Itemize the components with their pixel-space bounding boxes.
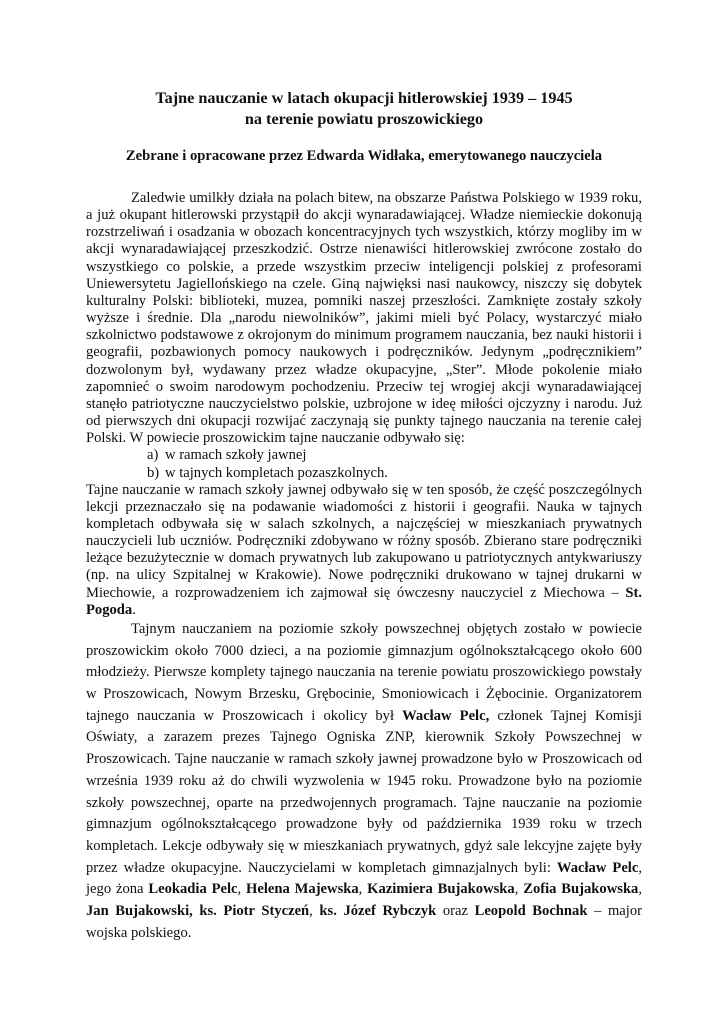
person-name: Helena Majewska bbox=[246, 881, 359, 898]
document-page bbox=[86, 88, 642, 944]
list-item-text: w ramach szkoły jawnej bbox=[165, 447, 307, 464]
person-name: Leopold Bochnak bbox=[474, 903, 588, 920]
paragraph-3-text: , jego żona bbox=[86, 859, 642, 898]
person-name: St. Pogoda bbox=[86, 584, 642, 618]
separator: , bbox=[237, 881, 247, 898]
paragraph-2-text: Tajne nauczanie w ramach szkoły jawnej odbywało się w ten sposób, że część poszczególnych lekcji przeznaczało się na podawanie wiadomości z historii i geografii. Nauka w tajnych kompletach odbywała się w salach szkolnych, a najczęściej w mieszkaniach prywatnych nauczycieli lub uczniów. Podręczniki zdobywano w różny sposób. Zbierano stare podręczniki leżące bezużytecznie w domach prywatnych lub zakupowano u patriotycznych antykwariuszy (np. na ulicy Szpitalnej w Krakowie). Nowe podręczniki drukowano w tajnej drukarni w Miechowie, a rozprowadzeniem ich zajmował się ówczesny nauczyciel z Miechowa – bbox=[86, 481, 642, 601]
person-name: ks. Józef Rybczyk bbox=[319, 903, 437, 920]
paragraph-3-text: Tajnym nauczaniem na poziomie szkoły powszechnej objętych zostało w powiecie proszowickim około 7000 dzieci, a na poziomie gimnazjum ogólnokształcącego około 600 młodzieży. Pierwsze komplety tajnego nauczania na terenie powiatu proszowickiego powstały w Proszowicach, Nowym Brzesku, Grębocinie, Smoniowicach i Żębocinie. Organizatorem tajnego nauczania w Proszowicach i okolicy był bbox=[86, 620, 642, 724]
list-marker: a) bbox=[147, 447, 159, 464]
document-title bbox=[86, 88, 642, 130]
paragraph-2 bbox=[86, 482, 642, 619]
teaching-forms-list bbox=[86, 447, 642, 481]
person-name: Wacław Pelc, bbox=[402, 707, 490, 724]
title-line-2: na terenie powiatu proszowickiego bbox=[244, 110, 484, 128]
separator: , bbox=[358, 881, 368, 898]
separator: , bbox=[309, 903, 320, 920]
document-subtitle: Zebrane i opracowane przez Edwarda Widłaka, emerytowanego nauczyciela bbox=[125, 148, 603, 164]
paragraph-3 bbox=[86, 619, 642, 945]
person-name: Zofia Bujakowska bbox=[523, 881, 639, 898]
paragraph-2-end: . bbox=[132, 601, 136, 618]
list-item-text: w tajnych kompletach pozaszkolnych. bbox=[165, 464, 388, 481]
list-item bbox=[86, 465, 642, 482]
person-name: Leokadia Pelc bbox=[148, 881, 238, 898]
separator: , bbox=[638, 881, 643, 898]
paragraph-3-text: – major wojska polskiego. bbox=[86, 903, 642, 941]
person-name: Kazimiera Bujakowska bbox=[367, 881, 515, 898]
list-marker: b) bbox=[147, 464, 160, 481]
person-name: Jan Bujakowski, ks. Piotr Styczeń bbox=[86, 903, 310, 920]
title-line-1: Tajne nauczanie w latach okupacji hitlerowskiej 1939 – 1945 bbox=[155, 89, 573, 107]
paragraph-3-text: oraz bbox=[436, 903, 475, 920]
paragraph-3-text: członek Tajnej Komisji Oświaty, a zarazem prezes Tajnego Ogniska ZNP, kierownik Szkoły Powszechnej w Proszowicach. Tajne nauczanie w ramach szkoły jawnej prowadzone było w Proszowicach od września 1939 roku aż do chwili wyzwolenia w 1945 roku. Prowadzone było na poziomie szkoły powszechnej, oparte na przedwojennych programach. Tajne nauczanie na poziomie gimnazjum ogólnokształcącego prowadzone były od października 1939 roku w trzech kompletach. Lekcje odbywały się w mieszkaniach prywatnych, gdyż sale lekcyjne zajęte były przez władze okupacyjne. Nauczycielami w kompletach gimnazjalnych byli: bbox=[86, 707, 642, 876]
person-name: Wacław Pelc bbox=[556, 859, 639, 876]
paragraph-1: Zaledwie umilkły działa na polach bitew, na obszarze Państwa Polskiego w 1939 roku, a już okupant hitlerowski przystąpił do akcji wynaradawiającej. Władze niemieckie dokonują rozstrzeliwań i osadzania w obozach koncentracyjnych tych wszystkich, którzy mogliby im w akcji wynaradawiającej przeszkodzić. Ostrze nienawiści hitlerowskiej zwrócone zostało do wszystkiego co polskie, a przede wszystkim przeciw inteligencji polskiej z profesorami Uniewersytetu Jagiellońskiego na czele. Giną najwięksi nasi naukowcy, niszczy się dobytek kulturalny Polski: biblioteki, muzea, pomniki naszej przeszłości. Zamknięte zostały szkoły wyższe i średnie. Dla „narodu niewolników”, jakimi mieli być Polacy, wystarczyć miało szkolnictwo podstawowe z okrojonym do minimum programem nauczania, bez nauki historii i geografii, pozbawionych pomocy naukowych i podręczników. Jedynym „podręcznikiem” dozwolonym był, wydawany przez władze okupacyjne, „Ster”. Młode pokolenie miało zapomnieć o swoim narodowym pochodzeniu. Przeciw tej wrogiej akcji wynaradawiającej stanęło patriotyczne nauczycielstwo polskie, uzbrojone w ideę miłości ojczyzny i narodu. Już od pierwszych dni okupacji rozwijać zaczynają się punkty tajnego nauczania na terenie całej Polski. W powiecie proszowickim tajne nauczanie odbywało się: bbox=[86, 190, 642, 447]
separator: , bbox=[514, 881, 524, 898]
list-item bbox=[86, 447, 642, 464]
